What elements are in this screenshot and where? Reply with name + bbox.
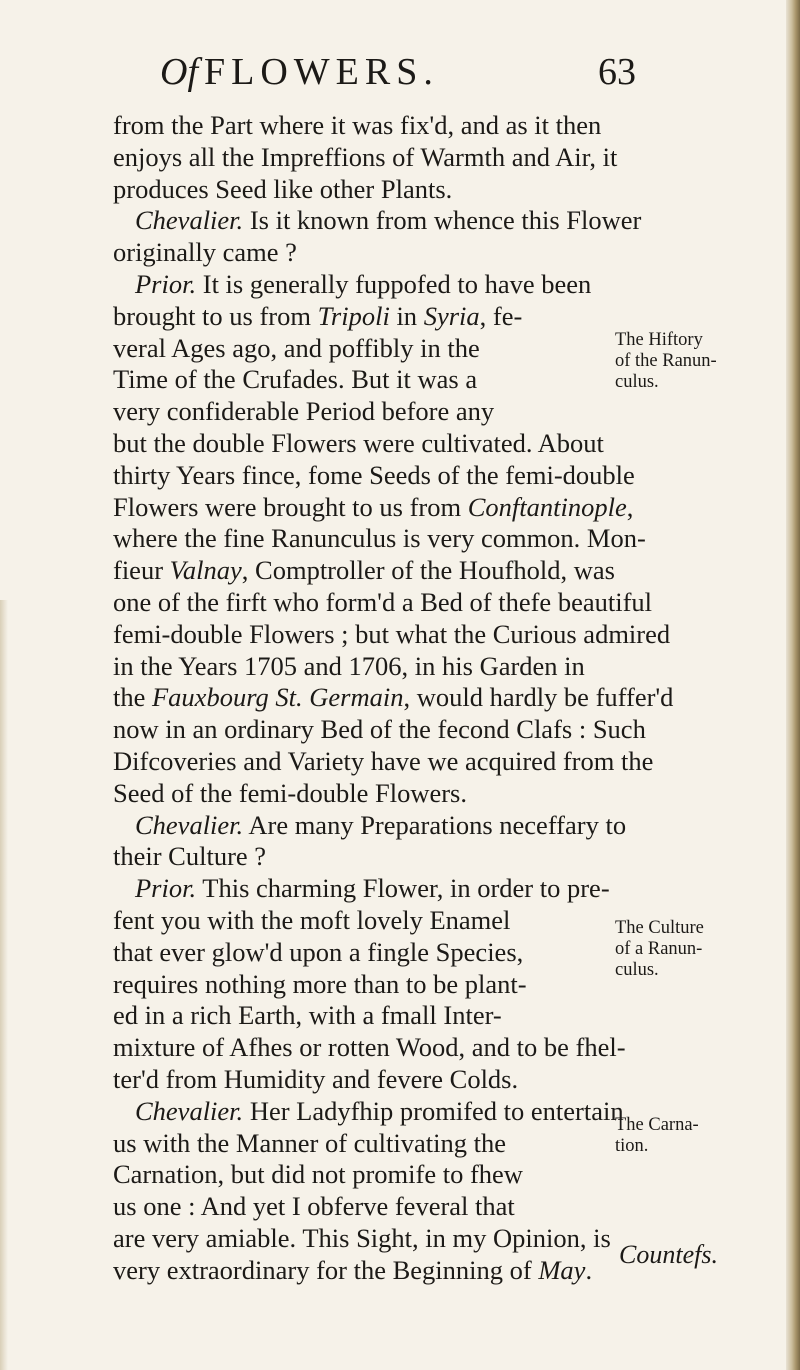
speaker-name: Chevalier. <box>135 809 244 840</box>
text-line: ter'd from Humidity and fevere Colds. <box>113 1063 519 1094</box>
body-text <box>113 110 753 1286</box>
speaker-name: Prior. <box>135 268 197 299</box>
text-line: but the double Flowers were cultivated. About <box>113 427 604 458</box>
text-line: Chevalier. Are many Preparations neceffary to <box>135 809 627 840</box>
text-line: Prior. It is generally fuppofed to have been <box>135 268 592 299</box>
text-line: one of the firft who form'd a Bed of thefe beautiful <box>113 586 653 617</box>
text-line: veral Ages ago, and poffibly in the <box>113 332 480 363</box>
speaker-name: Chevalier. <box>135 205 244 236</box>
month-name: May <box>538 1254 586 1285</box>
text-line: very confiderable Period before any <box>113 396 495 427</box>
page-edge-right <box>786 0 800 1370</box>
text-line: Seed of the femi-double Flowers. <box>113 777 467 808</box>
margin-note-culture: The Culture of a Ranun- culus. <box>615 918 704 980</box>
text-line: brought to us from Tripoli in Syria, fe- <box>113 300 523 331</box>
text-line: where the fine Ranunculus is very common. Mon- <box>113 523 646 554</box>
running-head-of: Of <box>160 51 198 93</box>
text-line: us with the Manner of cultivating the <box>113 1127 506 1158</box>
text-line: now in an ordinary Bed of the fecond Clafs : Such <box>113 714 646 745</box>
text-line: fent you with the moft lovely Enamel <box>113 904 511 935</box>
margin-note-carnation: The Carna- tion. <box>615 1115 699 1156</box>
catchword: Countefs. <box>619 1240 718 1269</box>
text-line: Difcoveries and Variety have we acquired from the <box>113 745 654 776</box>
place-name: Conftantinople <box>467 491 627 522</box>
text-line: thirty Years fince, fome Seeds of the femi-double <box>113 459 635 490</box>
text-line: that ever glow'd upon a fingle Species, <box>113 936 524 967</box>
text-line: requires nothing more than to be plant- <box>113 968 527 999</box>
running-head-title <box>160 50 439 94</box>
person-name: Valnay <box>169 555 242 586</box>
text-line: Time of the Crufades. But it was a <box>113 364 478 395</box>
text-line: us one : And yet I obferve feveral that <box>113 1191 515 1222</box>
speaker-name: Chevalier. <box>135 1095 244 1126</box>
text-line: very extraordinary for the Beginning of May. <box>113 1254 593 1285</box>
text-line: fieur Valnay, Comptroller of the Houfhold, was <box>113 555 615 586</box>
place-name: Tripoli <box>317 300 390 331</box>
margin-note-history: The Hiftory of the Ranun- culus. <box>615 330 717 392</box>
text-line: enjoys all the Impreffions of Warmth and Air, it <box>113 141 618 172</box>
running-header <box>0 50 800 110</box>
text-line: originally came ? <box>113 237 297 268</box>
text-line: Chevalier. Her Ladyfhip promifed to entertain <box>135 1095 624 1126</box>
text-line: from the Part where it was fix'd, and as it then <box>113 110 602 140</box>
page-edge-left <box>0 600 8 1370</box>
running-head-flowers: FLOWERS. <box>204 51 439 93</box>
page-number: 63 <box>598 51 636 93</box>
text-line: Chevalier. Is it known from whence this Flower <box>135 205 642 236</box>
text-line: Carnation, but did not promife to fhew <box>113 1159 523 1190</box>
text-line: are very amiable. This Sight, in my Opinion, is <box>113 1222 611 1253</box>
text-line: mixture of Afhes or rotten Wood, and to be fhel- <box>113 1032 626 1063</box>
text-line: produces Seed like other Plants. <box>113 173 453 204</box>
text-line: ed in a rich Earth, with a fmall Inter- <box>113 1000 502 1031</box>
text-line: femi-double Flowers ; but what the Curious admired <box>113 618 671 649</box>
place-name: Fauxbourg St. Germain <box>152 682 404 713</box>
text-line: the Fauxbourg St. Germain, would hardly be fuffer'd <box>113 682 674 713</box>
text-line: Prior. This charming Flower, in order to pre- <box>135 873 610 904</box>
place-name: Syria <box>423 300 480 331</box>
text-line: in the Years 1705 and 1706, in his Garden in <box>113 650 585 681</box>
speaker-name: Prior. <box>135 873 197 904</box>
text-line: Flowers were brought to us from Conftantinople, <box>113 491 634 522</box>
text-line: their Culture ? <box>113 841 267 872</box>
